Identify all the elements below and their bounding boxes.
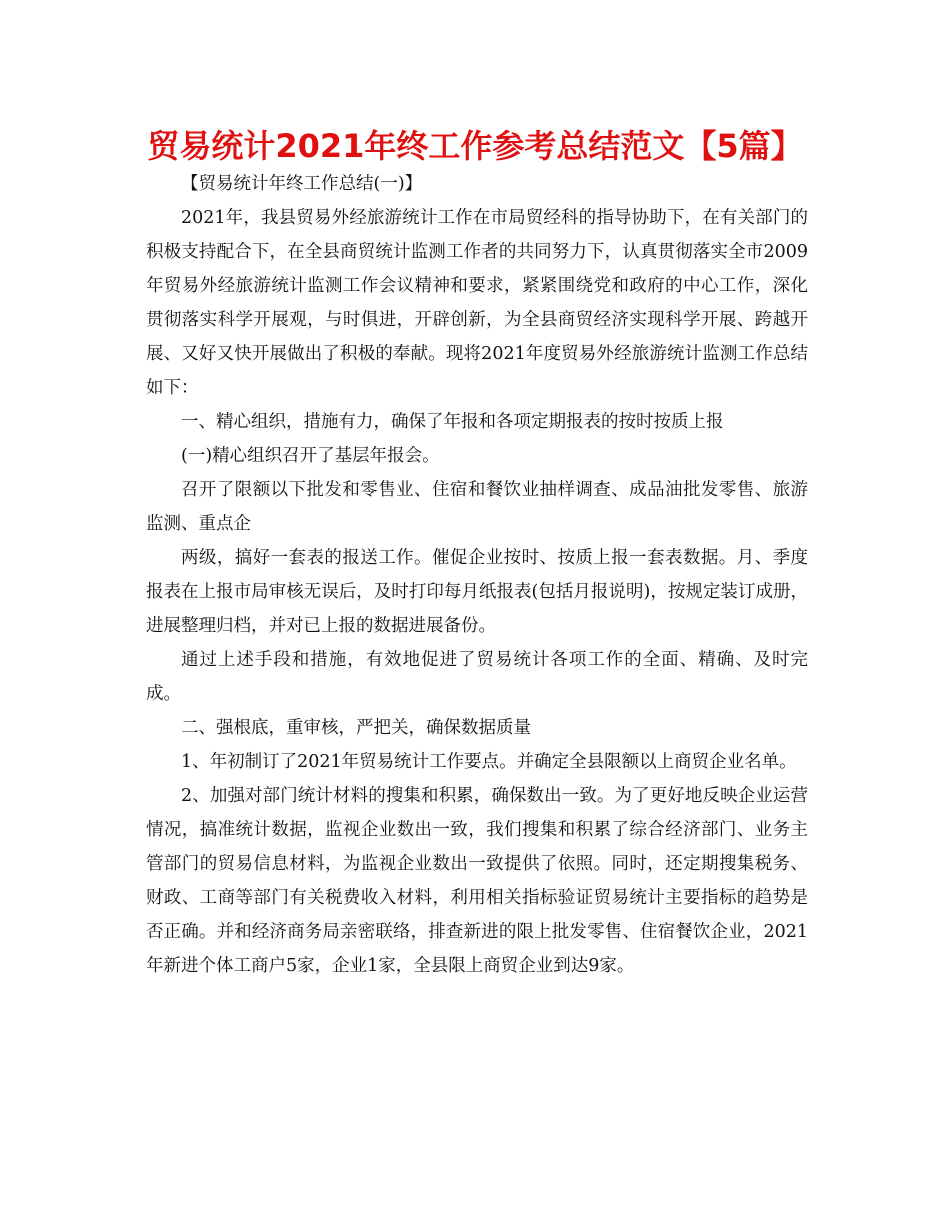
section-heading: 【贸易统计年终工作总结(一)】 [181,174,423,194]
document-body [146,167,808,983]
paragraph: 两级，搞好一套表的报送工作。催促企业按时、按质上报一套表数据。月、季度报表在上报市局审核无误后，及时打印每月纸报表(包括月报说明)，按规定装订成册，进展整理归档，并对已上报的数据进展备份。 [146,548,808,636]
paragraph: 召开了限额以下批发和零售业、住宿和餐饮业抽样调查、成品油批发零售、旅游监测、重点企 [146,480,808,534]
paragraph: 二、强根底，重审核，严把关，确保数据质量 [181,718,531,738]
paragraph: 1、年初制订了2021年贸易统计工作要点。并确定全县限额以上商贸企业名单。 [181,752,797,772]
paragraph: 一、精心组织，措施有力，确保了年报和各项定期报表的按时按质上报 [181,412,724,432]
document-title: 贸易统计2021年终工作参考总结范文【5篇】 [147,127,803,165]
paragraph: 通过上述手段和措施，有效地促进了贸易统计各项工作的全面、精确、及时完成。 [146,650,808,704]
paragraph: 2021年，我县贸易外经旅游统计工作在市局贸经科的指导协助下，在有关部门的积极支持配合下，在全县商贸统计监测工作者的共同努力下，认真贯彻落实全市2009年贸易外经旅游统计监测工作会议精神和要求，紧紧围绕党和政府的中心工作，深化贯彻落实科学开展观，与时俱进，开辟创新，为全县商贸经济实现科学开展、跨越开展、又好又快开展做出了积极的奉献。现将2021年度贸易外经旅游统计监测工作总结如下： [146,208,808,398]
paragraph: 2、加强对部门统计材料的搜集和积累，确保数出一致。为了更好地反映企业运营情况，搞准统计数据，监视企业数出一致，我们搜集和积累了综合经济部门、业务主管部门的贸易信息材料，为监视企业数出一致提供了依照。同时，还定期搜集税务、财政、工商等部门有关税费收入材料，利用相关指标验证贸易统计主要指标的趋势是否正确。并和经济商务局亲密联络，排查新进的限上批发零售、住宿餐饮企业，2021年新进个体工商户5家，企业1家，全县限上商贸企业到达9家。 [146,786,808,976]
paragraph: (一)精心组织召开了基层年报会。 [181,446,440,466]
